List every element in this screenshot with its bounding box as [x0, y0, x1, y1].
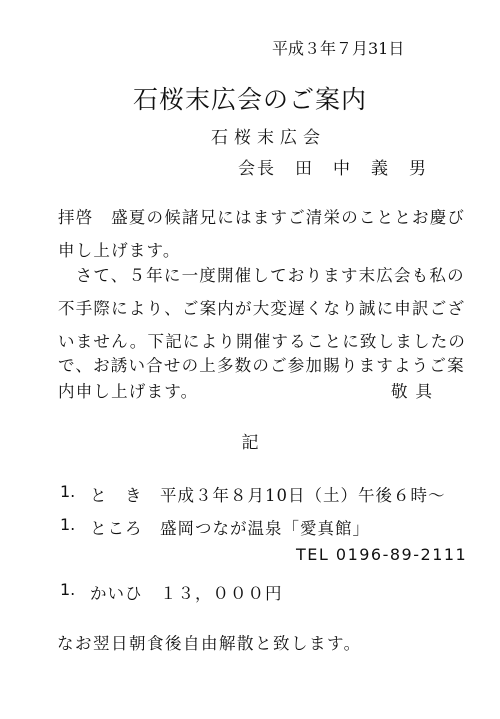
details-heading: 記: [241, 433, 259, 453]
body-line: 内申し上げます。: [58, 382, 199, 401]
body-line: 拝啓 盛夏の候諸兄にはますご清栄のこととお慶び: [58, 208, 466, 227]
document-date: 平成３年７月31日: [272, 39, 405, 58]
body-line: 不手際により、ご案内が大変遅くなり誠に申訳ござ: [58, 299, 466, 318]
item-date-time: と き 平成３年８月10日（土）午後６時〜: [90, 486, 446, 505]
footer-note: なお翌日朝食後自由解散と致します。: [57, 634, 362, 653]
venue-telephone: TEL 0196-89-2111: [296, 545, 468, 564]
document-title: 石桜末広会のご案内: [132, 85, 367, 114]
body-line: いません。下記により開催することに致しましたの: [58, 332, 467, 351]
body-line: で、お誘い合せの上多数のご参加賜りますようご案: [58, 356, 465, 375]
item-marker: 1.: [60, 515, 76, 534]
body-line: 申し上げます。: [58, 241, 181, 260]
item-fee: かいひ １３，０００円: [90, 584, 283, 603]
closing-phrase: 敬具: [391, 382, 440, 401]
item-venue: ところ 盛岡つなが温泉「愛真館」: [90, 519, 370, 538]
item-marker: 1.: [60, 482, 76, 501]
president-name: 会長 田 中 義 男: [238, 159, 428, 179]
item-marker: 1.: [60, 580, 76, 599]
organization-name: 石桜末広会: [211, 128, 326, 148]
body-line: さて、５年に一度開催しております末広会も私の: [58, 266, 465, 285]
